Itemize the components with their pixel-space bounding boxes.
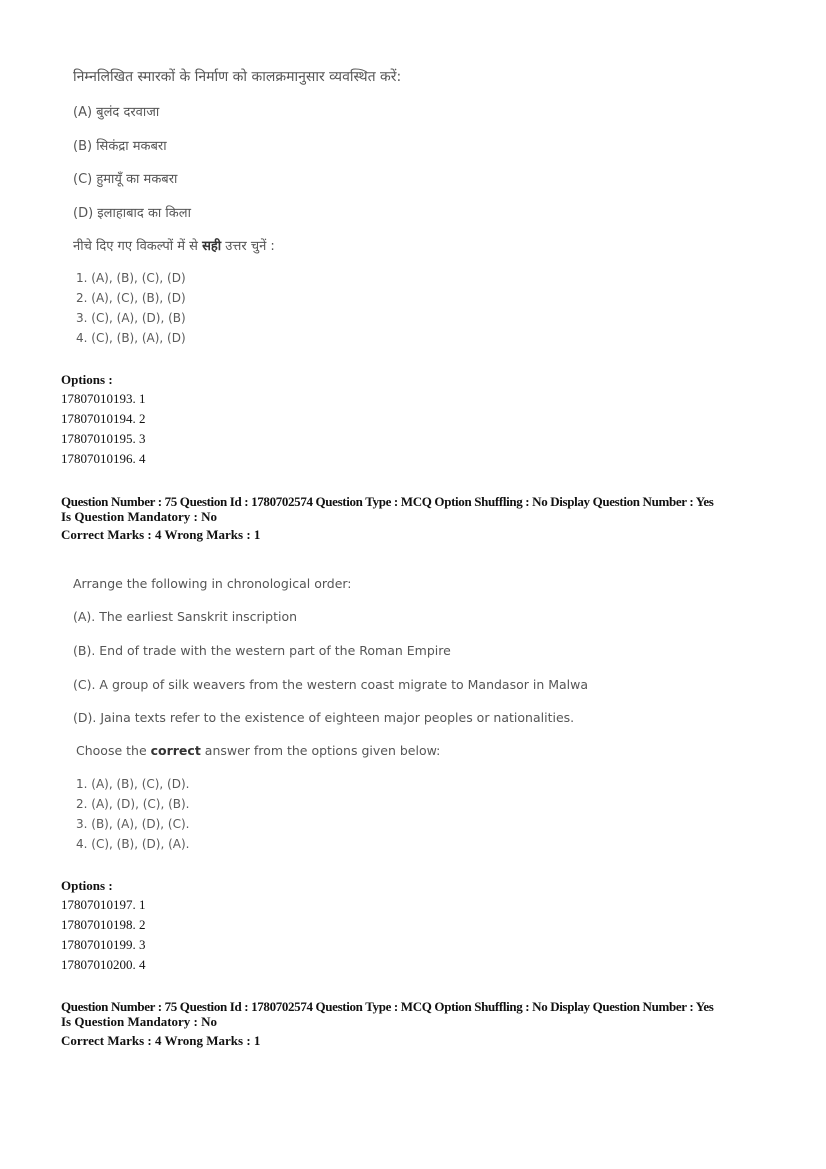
q75-choice-4: 4. (C), (B), (D), (A). (76, 837, 190, 851)
option-item: 17807010198. 2 (61, 917, 146, 932)
q75-instruction: Choose the correct answer from the options given below: (76, 743, 441, 758)
q74-statement-d: (D) इलाहाबाद का किला (73, 206, 191, 221)
option-item: 17807010200. 4 (61, 957, 146, 972)
q75-choice-2: 2. (A), (D), (C), (B). (76, 797, 190, 811)
option-item: 17807010196. 4 (61, 451, 146, 466)
q74-choice-2: 2. (A), (C), (B), (D) (76, 291, 186, 305)
option-item: 17807010195. 3 (61, 431, 146, 446)
question-meta-line: Question Number : 75 Question Id : 1780702574 Question Type : MCQ Option Shuffling : No Display Question Number : Yes (61, 999, 714, 1014)
option-item: 17807010197. 1 (61, 897, 146, 912)
marks-line: Correct Marks : 4 Wrong Marks : 1 (61, 527, 261, 542)
option-item: 17807010193. 1 (61, 391, 146, 406)
q74-question-text: निम्नलिखित स्मारकों के निर्माण को कालक्रमानुसार व्यवस्थित करें: (73, 69, 402, 85)
q75-choice-3: 3. (B), (A), (D), (C). (76, 817, 190, 831)
q75-choice-1: 1. (A), (B), (C), (D). (76, 777, 190, 791)
options-label: Options : (61, 372, 113, 387)
q74-choice-4: 4. (C), (B), (A), (D) (76, 331, 186, 345)
q74-instruction: नीचे दिए गए विकल्पों में से सही उत्तर चुनें : (73, 239, 275, 254)
option-item: 17807010194. 2 (61, 411, 146, 426)
q74-choice-3: 3. (C), (A), (D), (B) (76, 311, 186, 325)
q75-statement-c: (C). A group of silk weavers from the western coast migrate to Mandasor in Malwa (73, 677, 589, 692)
mandatory-line: Is Question Mandatory : No (61, 1014, 218, 1029)
question-meta-line: Question Number : 75 Question Id : 1780702574 Question Type : MCQ Option Shuffling : No Display Question Number : Yes (61, 494, 714, 509)
q74-statement-b: (B) सिकंद्रा मकबरा (73, 139, 167, 154)
option-item: 17807010199. 3 (61, 937, 146, 952)
q75-statement-a: (A). The earliest Sanskrit inscription (73, 609, 298, 624)
q75-question-text: Arrange the following in chronological order: (73, 576, 352, 591)
options-label: Options : (61, 878, 113, 893)
mandatory-line: Is Question Mandatory : No (61, 509, 218, 524)
q74-statement-c: (C) हुमायूँ का मकबरा (73, 172, 178, 187)
q74-choice-1: 1. (A), (B), (C), (D) (76, 271, 186, 285)
q75-statement-d: (D). Jaina texts refer to the existence of eighteen major peoples or nationalities. (73, 710, 575, 725)
q74-statement-a: (A) बुलंद दरवाजा (73, 105, 160, 120)
marks-line: Correct Marks : 4 Wrong Marks : 1 (61, 1033, 261, 1048)
q75-statement-b: (B). End of trade with the western part of the Roman Empire (73, 643, 451, 658)
